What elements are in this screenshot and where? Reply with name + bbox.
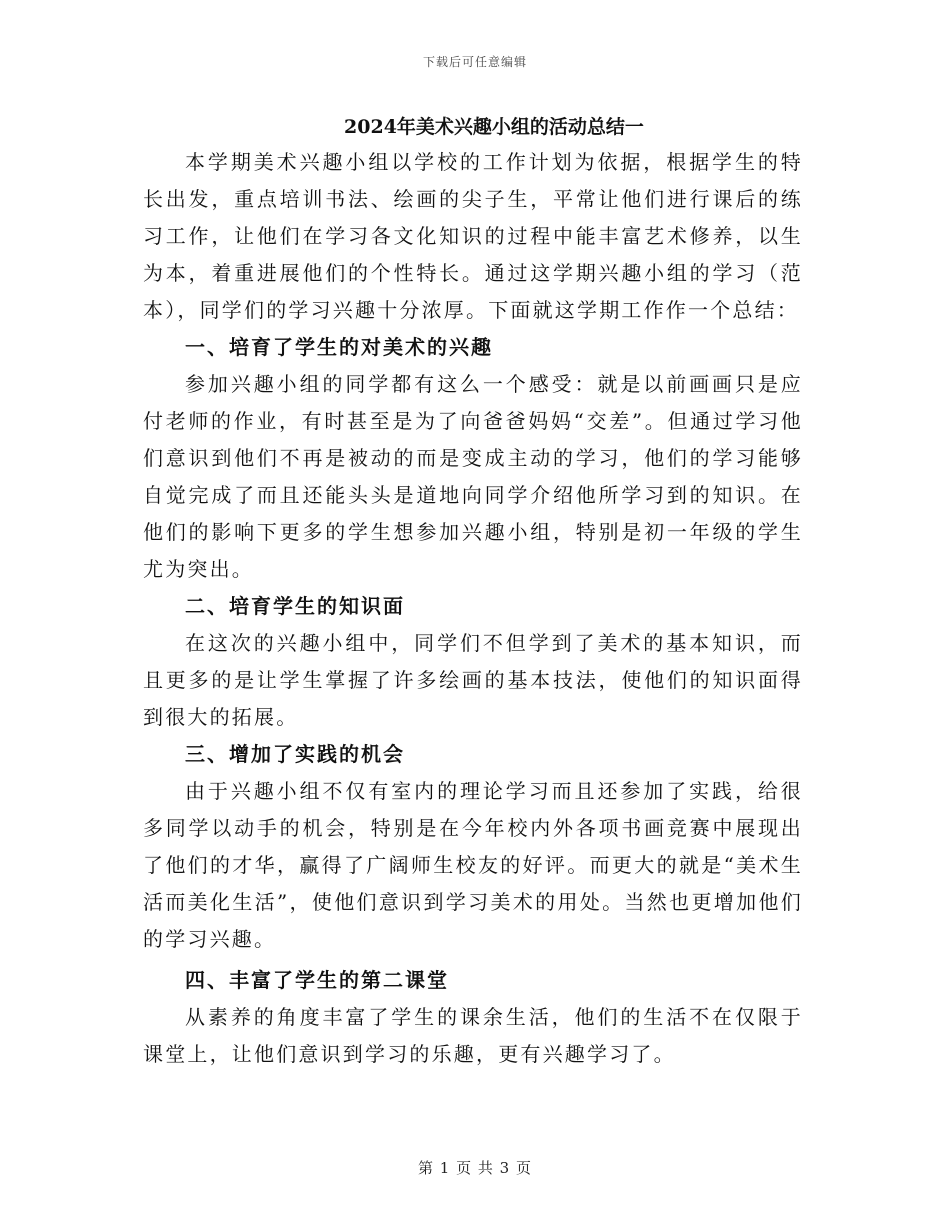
section-heading: 一、培育了学生的对美术的兴趣 — [185, 335, 493, 359]
section-paragraph: 由于兴趣小组不仅有室内的理论学习而且还参加了实践，给很多同学以动手的机会，特别是在今年校内外各项书画竞赛中展现出了他们的才华，赢得了广阔师生校友的好评。而更大的就是“美术生活而美化生活”，使他们意识到学习美术的用处。当然也更增加他们的学习兴趣。 — [143, 779, 803, 951]
header-note: 下载后可任意编辑 — [422, 55, 527, 69]
document-body — [143, 110, 803, 1073]
section-2 — [143, 588, 803, 736]
section-3 — [143, 736, 803, 958]
section-4 — [143, 962, 803, 1073]
section-paragraph: 从素养的角度丰富了学生的课余生活，他们的生活不在仅限于课堂上，让他们意识到学习的乐趣，更有兴趣学习了。 — [143, 1005, 803, 1066]
document-title: 2024年美术兴趣小组的活动总结一 — [344, 116, 644, 138]
section-heading: 三、增加了实践的机会 — [185, 742, 405, 766]
section-paragraph: 参加兴趣小组的同学都有这么一个感受：就是以前画画只是应付老师的作业，有时甚至是为了向爸爸妈妈“交差”。但通过学习他们意识到他们不再是被动的而是变成主动的学习，他们的学习能够自觉完成了而且还能头头是道地向同学介绍他所学习到的知识。在他们的影响下更多的学生想参加兴趣小组，特别是初一年级的学生尤为突出。 — [143, 372, 803, 581]
section-paragraph: 在这次的兴趣小组中，同学们不但学到了美术的基本知识，而且更多的是让学生掌握了许多绘画的基本技法，使他们的知识面得到很大的拓展。 — [143, 631, 803, 729]
page-number-footer: 第 1 页 共 3 页 — [418, 1159, 532, 1177]
intro-paragraph: 本学期美术兴趣小组以学校的工作计划为依据，根据学生的特长出发，重点培训书法、绘画的尖子生，平常让他们进行课后的练习工作，让他们在学习各文化知识的过程中能丰富艺术修养，以生为本，着重进展他们的个性特长。通过这学期兴趣小组的学习（范本），同学们的学习兴趣十分浓厚。下面就这学期工作作一个总结： — [143, 150, 803, 322]
section-heading: 四、丰富了学生的第二课堂 — [185, 968, 449, 992]
section-1 — [143, 329, 803, 588]
section-heading: 二、培育学生的知识面 — [185, 594, 405, 618]
